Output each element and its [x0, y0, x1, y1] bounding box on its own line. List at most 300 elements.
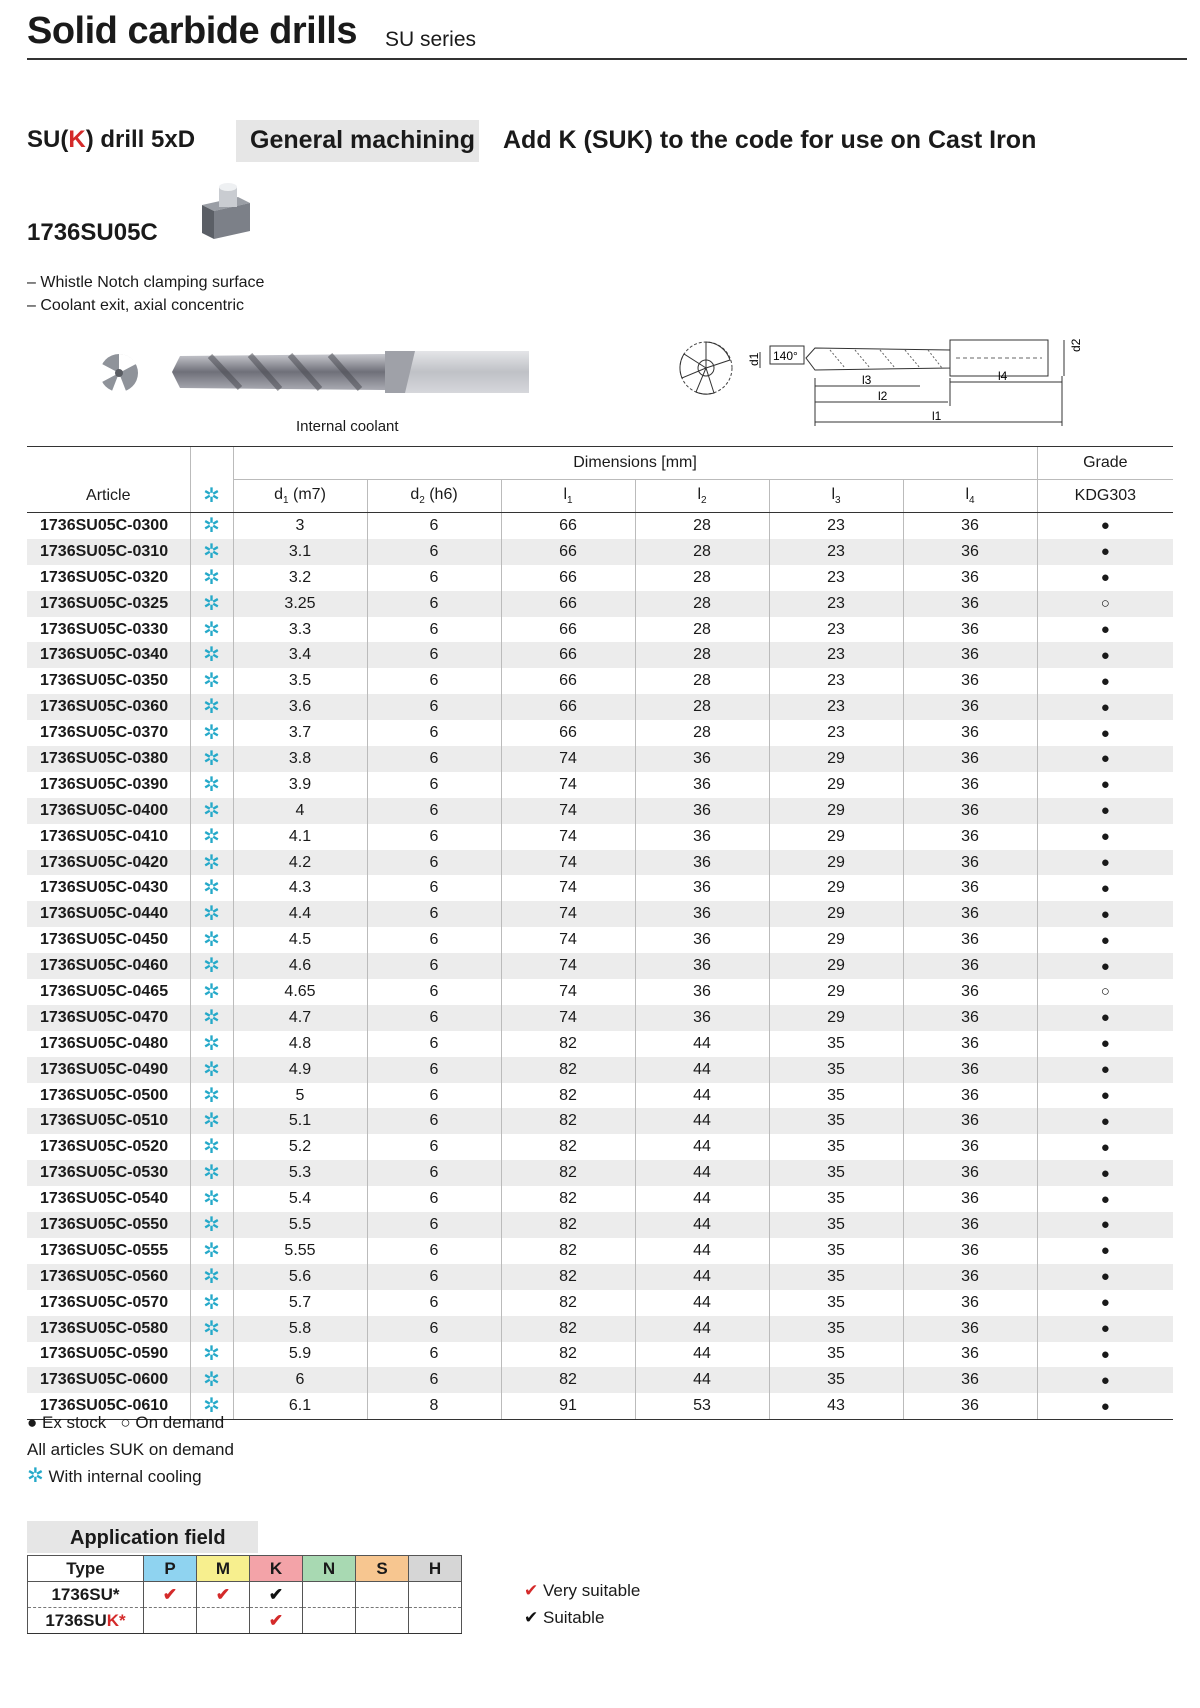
- l1-cell: 82: [501, 1342, 635, 1368]
- col-d2-header: $d_2$ (h6): [367, 480, 501, 513]
- grade-availability-cell: ●: [1037, 617, 1173, 643]
- l3-label: l3: [862, 373, 872, 387]
- suitability-cell: [144, 1582, 197, 1608]
- grade-availability-cell: ●: [1037, 824, 1173, 850]
- l3-cell: 23: [769, 565, 903, 591]
- suitability-cell: [144, 1608, 197, 1634]
- l1-cell: 66: [501, 720, 635, 746]
- d1-cell: 3.7: [233, 720, 367, 746]
- article-cell: 1736SU05C-0340: [40, 646, 169, 664]
- table-row: [27, 1083, 1173, 1109]
- l1-cell: 74: [501, 746, 635, 772]
- suitability-cell: [356, 1582, 409, 1608]
- d2-cell: 6: [367, 850, 501, 876]
- coolant-icon: ✲: [190, 668, 233, 694]
- table-row: [27, 875, 1173, 901]
- l3-cell: 29: [769, 901, 903, 927]
- d2-cell: 8: [367, 1393, 501, 1419]
- grade-name-header: KDG303: [1037, 480, 1173, 513]
- l4-cell: 36: [903, 1160, 1037, 1186]
- l1-cell: 82: [501, 1031, 635, 1057]
- d1-cell: 4.1: [233, 824, 367, 850]
- col-l4-header: $l_4$: [903, 480, 1037, 513]
- grade-availability-cell: ●: [1037, 953, 1173, 979]
- article-cell: 1736SU05C-0610: [27, 1393, 190, 1419]
- coolant-icon: ✲: [190, 953, 233, 979]
- grade-availability-cell: ●: [1037, 1316, 1173, 1342]
- l4-cell: 36: [903, 746, 1037, 772]
- l2-cell: 28: [635, 591, 769, 617]
- d1-cell: 4.7: [233, 1005, 367, 1031]
- d2-cell: 6: [367, 979, 501, 1005]
- d1-cell: 5.7: [233, 1290, 367, 1316]
- l1-cell: 82: [501, 1264, 635, 1290]
- angle-label: 140°: [773, 349, 798, 363]
- article-cell: 1736SU05C-0420: [40, 853, 169, 871]
- article-cell: 1736SU05C-0300: [40, 516, 169, 534]
- l3-cell: 29: [769, 850, 903, 876]
- table-row: [27, 720, 1173, 746]
- article-cell: 1736SU05C-0520: [40, 1138, 169, 1156]
- article-cell: 1736SU05C-0480: [40, 1034, 169, 1052]
- l3-cell: 35: [769, 1212, 903, 1238]
- l1-cell: 66: [501, 668, 635, 694]
- l1-cell: 74: [501, 850, 635, 876]
- drill-technical-drawing: [670, 330, 1100, 430]
- article-cell: 1736SU05C-0370: [40, 724, 169, 742]
- table-row: [27, 642, 1173, 668]
- table-row: [27, 953, 1173, 979]
- d1-cell: 3: [233, 513, 367, 539]
- l2-cell: 28: [635, 539, 769, 565]
- l4-cell: 36: [903, 824, 1037, 850]
- table-row: [27, 1031, 1173, 1057]
- grade-availability-cell: ●: [1037, 746, 1173, 772]
- l1-cell: 74: [501, 901, 635, 927]
- l2-cell: 36: [635, 953, 769, 979]
- l4-label: l4: [998, 369, 1008, 383]
- grade-availability-cell: ●: [1037, 720, 1173, 746]
- red-check-icon: ✔: [524, 1581, 539, 1600]
- article-cell: 1736SU05C-0530: [40, 1164, 169, 1182]
- l4-cell: 36: [903, 798, 1037, 824]
- l1-cell: 66: [501, 565, 635, 591]
- d2-cell: 6: [367, 901, 501, 927]
- l1-cell: 91: [501, 1393, 635, 1419]
- table-row: [27, 901, 1173, 927]
- d2-cell: 6: [367, 746, 501, 772]
- l3-cell: 29: [769, 953, 903, 979]
- l2-cell: 44: [635, 1057, 769, 1083]
- d2-cell: 6: [367, 720, 501, 746]
- application-row: [28, 1608, 462, 1634]
- table-row: [27, 798, 1173, 824]
- l4-cell: 36: [903, 565, 1037, 591]
- on-demand-legend: ○ On demand: [120, 1413, 225, 1432]
- d2-cell: 6: [367, 875, 501, 901]
- l1-cell: 82: [501, 1186, 635, 1212]
- article-cell: 1736SU05C-0570: [40, 1293, 169, 1311]
- grade-availability-cell: ●: [1037, 901, 1173, 927]
- d2-cell: 6: [367, 1005, 501, 1031]
- grade-availability-cell: ●: [1037, 513, 1173, 539]
- l3-cell: 23: [769, 642, 903, 668]
- l4-cell: 36: [903, 668, 1037, 694]
- table-row: [27, 1367, 1173, 1393]
- l1-cell: 82: [501, 1083, 635, 1109]
- l2-cell: 28: [635, 642, 769, 668]
- suitable-legend: [524, 1604, 640, 1631]
- table-row: [27, 772, 1173, 798]
- grade-availability-cell: ○: [1037, 979, 1173, 1005]
- l2-cell: 44: [635, 1367, 769, 1393]
- l3-cell: 29: [769, 798, 903, 824]
- l3-cell: 29: [769, 772, 903, 798]
- d2-cell: 6: [367, 513, 501, 539]
- l4-cell: 36: [903, 513, 1037, 539]
- l3-cell: 29: [769, 824, 903, 850]
- d2-cell: 6: [367, 1083, 501, 1109]
- table-row: [27, 979, 1173, 1005]
- d2-cell: 6: [367, 824, 501, 850]
- l4-cell: 36: [903, 1212, 1037, 1238]
- grade-availability-cell: ●: [1037, 1342, 1173, 1368]
- l3-cell: 29: [769, 746, 903, 772]
- article-cell: 1736SU05C-0400: [40, 801, 169, 819]
- red-check-icon: ✔: [268, 1610, 284, 1630]
- l3-cell: 35: [769, 1264, 903, 1290]
- l3-cell: 43: [769, 1393, 903, 1419]
- material-group-n: N: [303, 1556, 356, 1582]
- l4-cell: 36: [903, 875, 1037, 901]
- l2-cell: 28: [635, 565, 769, 591]
- article-cell: 1736SU05C-0330: [40, 620, 169, 638]
- snowflake-icon: ✲: [27, 1465, 44, 1487]
- l1-cell: 66: [501, 642, 635, 668]
- grade-header: Grade: [1037, 447, 1173, 480]
- l3-cell: 23: [769, 591, 903, 617]
- coolant-icon: ✲: [190, 617, 233, 643]
- article-cell: 1736SU05C-0440: [40, 905, 169, 923]
- coolant-icon: ✲: [190, 1005, 233, 1031]
- grade-availability-cell: ●: [1037, 1005, 1173, 1031]
- d1-cell: 4.8: [233, 1031, 367, 1057]
- grade-availability-cell: ●: [1037, 1264, 1173, 1290]
- l3-cell: 23: [769, 617, 903, 643]
- coolant-icon: ✲: [190, 746, 233, 772]
- l4-cell: 36: [903, 720, 1037, 746]
- article-cell: 1736SU05C-0510: [40, 1112, 169, 1130]
- feature-item: – Whistle Notch clamping surface: [27, 274, 265, 291]
- l4-cell: 36: [903, 642, 1037, 668]
- d1-cell: 5.2: [233, 1134, 367, 1160]
- article-cell: 1736SU05C-0430: [40, 879, 169, 897]
- l4-cell: 36: [903, 1134, 1037, 1160]
- article-cell: 1736SU05C-0580: [40, 1319, 169, 1337]
- l3-cell: 29: [769, 927, 903, 953]
- l1-cell: 82: [501, 1212, 635, 1238]
- material-group-s: S: [356, 1556, 409, 1582]
- coolant-icon: ✲: [190, 539, 233, 565]
- application-title: Application field: [70, 1527, 226, 1549]
- l1-cell: 66: [501, 694, 635, 720]
- l3-cell: 35: [769, 1134, 903, 1160]
- coolant-icon: ✲: [190, 1186, 233, 1212]
- coolant-icon: ✲: [190, 1108, 233, 1134]
- l2-cell: 36: [635, 927, 769, 953]
- l1-cell: 74: [501, 953, 635, 979]
- l4-cell: 36: [903, 772, 1037, 798]
- article-cell: 1736SU05C-0560: [40, 1267, 169, 1285]
- article-cell: 1736SU05C-0460: [40, 957, 169, 975]
- grade-availability-cell: ●: [1037, 668, 1173, 694]
- l1-cell: 74: [501, 824, 635, 850]
- suitability-cell: [250, 1582, 303, 1608]
- l4-cell: 36: [903, 591, 1037, 617]
- l1-label: l1: [932, 409, 942, 423]
- table-row: [27, 1238, 1173, 1264]
- table-row: [27, 927, 1173, 953]
- d1-cell: 5.1: [233, 1108, 367, 1134]
- l2-cell: 44: [635, 1290, 769, 1316]
- l3-cell: 35: [769, 1031, 903, 1057]
- l3-cell: 29: [769, 875, 903, 901]
- l2-cell: 36: [635, 772, 769, 798]
- l1-cell: 74: [501, 875, 635, 901]
- d2-cell: 6: [367, 1316, 501, 1342]
- d1-cell: 5: [233, 1083, 367, 1109]
- table-row: [27, 1057, 1173, 1083]
- grade-availability-cell: ●: [1037, 1367, 1173, 1393]
- grade-availability-cell: ●: [1037, 1393, 1173, 1419]
- d2-cell: 6: [367, 591, 501, 617]
- l3-cell: 29: [769, 1005, 903, 1031]
- ex-stock-legend: ● Ex stock: [27, 1413, 107, 1432]
- d1-cell: 5.6: [233, 1264, 367, 1290]
- l4-cell: 36: [903, 1005, 1037, 1031]
- l2-cell: 44: [635, 1108, 769, 1134]
- drill-photo: [170, 348, 532, 396]
- table-row: [27, 850, 1173, 876]
- l3-cell: 35: [769, 1160, 903, 1186]
- l3-cell: 35: [769, 1238, 903, 1264]
- l2-cell: 28: [635, 720, 769, 746]
- l3-cell: 35: [769, 1108, 903, 1134]
- d2-cell: 6: [367, 1238, 501, 1264]
- application-legend: [524, 1577, 640, 1631]
- article-header: Article: [27, 480, 190, 513]
- suitability-cell: [303, 1608, 356, 1634]
- d2-cell: 6: [367, 1057, 501, 1083]
- l2-cell: 36: [635, 798, 769, 824]
- coolant-icon: ✲: [190, 824, 233, 850]
- grade-availability-cell: ●: [1037, 642, 1173, 668]
- l1-cell: 82: [501, 1316, 635, 1342]
- article-cell: 1736SU05C-0380: [40, 749, 169, 767]
- d1-cell: 6: [233, 1367, 367, 1393]
- article-code: 1736SU05C: [27, 219, 158, 246]
- l4-cell: 36: [903, 1031, 1037, 1057]
- material-group-h: H: [409, 1556, 462, 1582]
- coolant-icon: ✲: [190, 513, 233, 539]
- coolant-icon: ✲: [190, 1316, 233, 1342]
- suitability-cell: [409, 1608, 462, 1634]
- l3-cell: 23: [769, 720, 903, 746]
- article-cell: 1736SU05C-0470: [40, 1008, 169, 1026]
- d1-cell: 6.1: [233, 1393, 367, 1419]
- d1-cell: 3.6: [233, 694, 367, 720]
- suitability-cell: [303, 1582, 356, 1608]
- l2-cell: 44: [635, 1134, 769, 1160]
- l3-cell: 23: [769, 668, 903, 694]
- l3-cell: 35: [769, 1342, 903, 1368]
- l4-cell: 36: [903, 1264, 1037, 1290]
- l1-cell: 66: [501, 539, 635, 565]
- l1-cell: 82: [501, 1160, 635, 1186]
- d1-cell: 4.3: [233, 875, 367, 901]
- grade-availability-cell: ○: [1037, 591, 1173, 617]
- suitability-cell: [197, 1608, 250, 1634]
- d2-cell: 6: [367, 1212, 501, 1238]
- coolant-icon: ✲: [190, 798, 233, 824]
- article-cell: 1736SU05C-0540: [40, 1190, 169, 1208]
- table-row: [27, 1342, 1173, 1368]
- l3-cell: 23: [769, 694, 903, 720]
- d1-cell: 5.55: [233, 1238, 367, 1264]
- l2-cell: 28: [635, 617, 769, 643]
- d1-cell: 5.8: [233, 1316, 367, 1342]
- coolant-icon: ✲: [190, 901, 233, 927]
- type-cell: 1736SUK*: [28, 1608, 144, 1634]
- l2-cell: 53: [635, 1393, 769, 1419]
- l4-cell: 36: [903, 694, 1037, 720]
- page-title: Solid carbide drills: [27, 10, 357, 52]
- l4-cell: 36: [903, 1186, 1037, 1212]
- l2-cell: 28: [635, 668, 769, 694]
- l4-cell: 36: [903, 1238, 1037, 1264]
- drill-end-view-icon: [96, 350, 142, 396]
- d2-cell: 6: [367, 617, 501, 643]
- grade-availability-cell: ●: [1037, 1290, 1173, 1316]
- l4-cell: 36: [903, 617, 1037, 643]
- l2-cell: 44: [635, 1083, 769, 1109]
- coolant-header-icon: ✲: [190, 480, 233, 513]
- d2-cell: 6: [367, 1367, 501, 1393]
- d2-cell: 6: [367, 1290, 501, 1316]
- table-row: [27, 1005, 1173, 1031]
- coolant-icon: ✲: [190, 1057, 233, 1083]
- coolant-icon: ✲: [190, 565, 233, 591]
- l2-cell: 44: [635, 1186, 769, 1212]
- article-cell: 1736SU05C-0465: [40, 982, 169, 1000]
- l1-cell: 82: [501, 1057, 635, 1083]
- coolant-icon: ✲: [190, 1083, 233, 1109]
- d1-cell: 3.5: [233, 668, 367, 694]
- l2-cell: 28: [635, 513, 769, 539]
- article-cell: 1736SU05C-0350: [40, 672, 169, 690]
- d2-cell: 6: [367, 565, 501, 591]
- whistle-notch-shank-icon: [198, 183, 254, 243]
- coolant-icon: ✲: [190, 1031, 233, 1057]
- type-header: Type: [28, 1556, 144, 1582]
- d1-cell: 4.9: [233, 1057, 367, 1083]
- l4-cell: 36: [903, 979, 1037, 1005]
- l2-cell: 44: [635, 1160, 769, 1186]
- l1-cell: 82: [501, 1108, 635, 1134]
- dimensions-header: Dimensions [mm]: [233, 447, 1037, 480]
- l2-cell: 36: [635, 979, 769, 1005]
- grade-availability-cell: ●: [1037, 1186, 1173, 1212]
- d2-cell: 6: [367, 1134, 501, 1160]
- suitability-cell: [197, 1582, 250, 1608]
- coolant-icon: ✲: [190, 591, 233, 617]
- d1-cell: 4.5: [233, 927, 367, 953]
- coolant-icon: ✲: [190, 850, 233, 876]
- d2-cell: 6: [367, 927, 501, 953]
- spec-table: [27, 446, 1173, 1420]
- l2-cell: 36: [635, 875, 769, 901]
- d1-cell: 3.4: [233, 642, 367, 668]
- l1-cell: 82: [501, 1134, 635, 1160]
- d1-cell: 5.3: [233, 1160, 367, 1186]
- table-row: [27, 1186, 1173, 1212]
- application-table: [27, 1555, 462, 1634]
- l4-cell: 36: [903, 1367, 1037, 1393]
- feature-list: [27, 271, 264, 317]
- table-row: [27, 1264, 1173, 1290]
- grade-availability-cell: ●: [1037, 1238, 1173, 1264]
- article-cell: 1736SU05C-0450: [40, 931, 169, 949]
- d1-cell: 4.4: [233, 901, 367, 927]
- drill-name-prefix: SU(: [27, 126, 69, 153]
- d1-cell: 3.3: [233, 617, 367, 643]
- article-cell: 1736SU05C-0600: [40, 1371, 169, 1389]
- article-cell: 1736SU05C-0555: [40, 1241, 169, 1259]
- article-cell: 1736SU05C-0320: [40, 568, 169, 586]
- cast-iron-note: Add K (SUK) to the code for use on Cast Iron: [503, 126, 1037, 154]
- l2-cell: 44: [635, 1031, 769, 1057]
- d1-cell: 4.2: [233, 850, 367, 876]
- d2-cell: 6: [367, 1108, 501, 1134]
- coolant-icon: ✲: [190, 772, 233, 798]
- red-check-icon: ✔: [162, 1584, 178, 1604]
- coolant-icon: ✲: [190, 1393, 233, 1419]
- l4-cell: 36: [903, 927, 1037, 953]
- d1-cell: 5.5: [233, 1212, 367, 1238]
- d2-cell: 6: [367, 1186, 501, 1212]
- very-suitable-legend: [524, 1577, 640, 1604]
- l2-cell: 28: [635, 694, 769, 720]
- grade-availability-cell: ●: [1037, 1160, 1173, 1186]
- l2-cell: 36: [635, 901, 769, 927]
- d2-cell: 6: [367, 1031, 501, 1057]
- article-header-spacer: [27, 447, 190, 480]
- l1-cell: 74: [501, 979, 635, 1005]
- l4-cell: 36: [903, 850, 1037, 876]
- table-row: [27, 1134, 1173, 1160]
- grade-availability-cell: ●: [1037, 539, 1173, 565]
- table-row: [27, 668, 1173, 694]
- l2-cell: 36: [635, 850, 769, 876]
- l3-cell: 35: [769, 1057, 903, 1083]
- grade-availability-cell: ●: [1037, 1083, 1173, 1109]
- d1-cell: 4.65: [233, 979, 367, 1005]
- d2-cell: 6: [367, 798, 501, 824]
- l3-cell: 23: [769, 513, 903, 539]
- grade-availability-cell: ●: [1037, 565, 1173, 591]
- grade-availability-cell: ●: [1037, 875, 1173, 901]
- application-row: [28, 1582, 462, 1608]
